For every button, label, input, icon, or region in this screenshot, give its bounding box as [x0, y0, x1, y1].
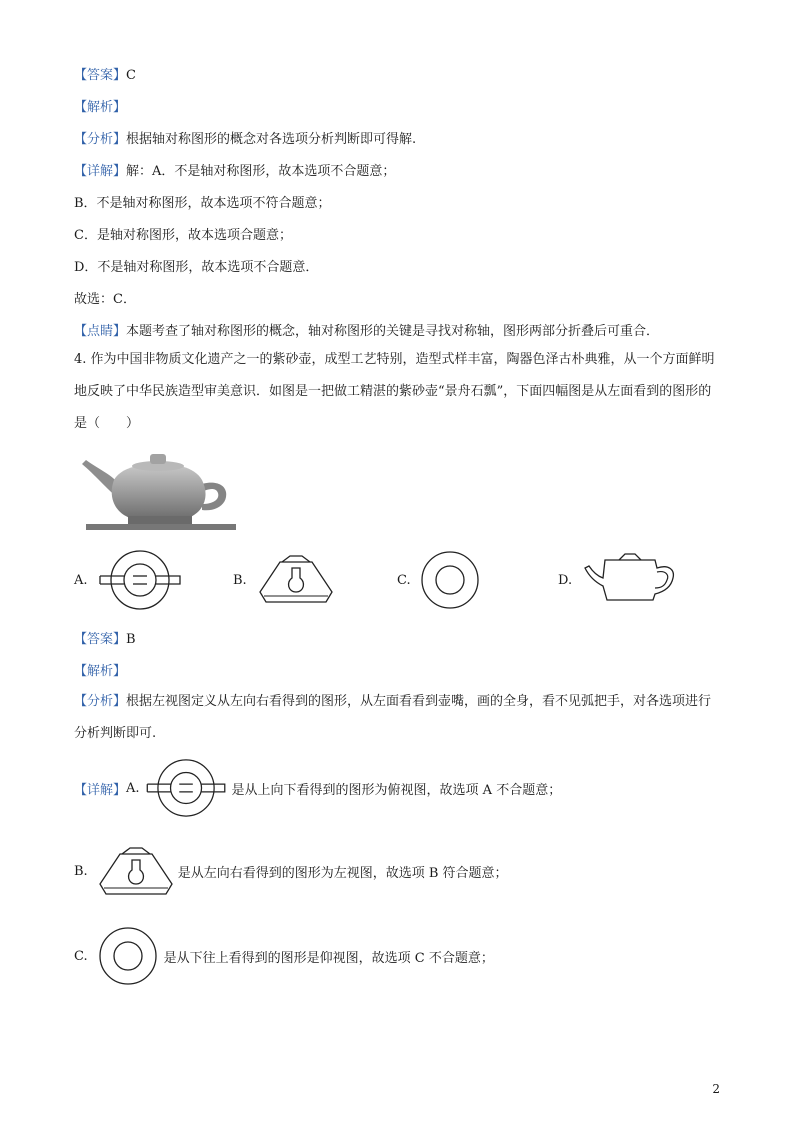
- option-d-label: D.: [558, 573, 573, 588]
- answer-line: [74, 66, 136, 86]
- detail-c-label: C.: [74, 948, 88, 964]
- question-4-text: 4. 作为中国非物质文化遗产之一的紫砂壶，成型工艺特别，造型式样丰富，陶器色泽古朴典雅，从一个方面鲜明地反映了中华民族造型审美意识．如图是一把做工精湛的紫砂壶“景舟石瓢”，下面四幅图是从左面看到的图形的是（ ）: [74, 352, 715, 431]
- option-c-bottom-view-figure: [418, 550, 482, 610]
- xiangjie-tag: 【详解】: [74, 164, 127, 179]
- teapot-photo: [78, 446, 238, 536]
- detail-a-text: 是从上向下看得到的图形为俯视图，故选项 A 不合题意；: [231, 782, 562, 798]
- detail-b-label: B.: [74, 863, 88, 879]
- page-number: 2: [712, 1082, 720, 1096]
- detail-a-label: A.: [126, 780, 140, 796]
- xiangjie-line-b: B．不是轴对称图形，故本选项不符合题意；: [74, 196, 331, 211]
- answer-value: C: [126, 68, 136, 83]
- answer-4-value: B: [126, 632, 136, 647]
- fenxi-tag: 【分析】: [74, 132, 127, 147]
- analysis-4-tag: 【解析】: [74, 664, 127, 679]
- detail-c-figure: [96, 925, 160, 987]
- fenxi-4-text: 根据左视图定义从左向右看得到的图形，从左面看看到壶嘴，画的全身，看不见弧把手，对各选项进行分析判断即可.: [74, 694, 712, 741]
- fenxi-line: [74, 130, 416, 150]
- option-d-front-view-figure: [583, 548, 677, 604]
- analysis-tag: 【解析】: [74, 100, 127, 115]
- xiangjie-text-a: 解：A．不是轴对称图形，故本选项不合题意；: [126, 164, 396, 179]
- dianjing-tag: 【点睛】: [74, 324, 127, 339]
- detail-b-figure: [96, 840, 176, 902]
- detail-row-b: [74, 836, 508, 906]
- dianjing-line: [74, 322, 659, 342]
- option-a-label: A.: [74, 573, 88, 588]
- detail-row-a: [74, 756, 561, 820]
- fenxi-4-tag: 【分析】: [74, 694, 127, 709]
- option-c-label: C.: [397, 573, 411, 588]
- option-b-left-view-figure: [256, 550, 336, 608]
- fenxi-4-block: [74, 686, 724, 750]
- answer-4-tag: 【答案】: [74, 632, 127, 647]
- answer-tag: 【答案】: [74, 68, 127, 83]
- xiangjie-line-d: D．不是轴对称图形，故本选项不合题意．: [74, 260, 319, 275]
- dianjing-text: 本题考查了轴对称图形的概念，轴对称图形的关键是寻找对称轴，图形两部分折叠后可重合．: [126, 324, 660, 339]
- detail-c-text: 是从下往上看得到的图形是仰视图，故选项 C 不合题意；: [163, 950, 494, 966]
- xiangjie-line-a: [74, 162, 395, 182]
- answer-4-line: [74, 630, 136, 650]
- option-a-top-view-figure: [98, 548, 184, 612]
- option-b-label: B.: [233, 573, 247, 588]
- detail-a-figure: [144, 757, 230, 819]
- detail-tag: 【详解】: [74, 782, 127, 798]
- detail-row-c: [74, 924, 494, 988]
- xiangjie-line-c: C．是轴对称图形，故本选项合题意；: [74, 228, 292, 243]
- detail-b-text: 是从左向右看得到的图形为左视图，故选项 B 符合题意；: [177, 865, 508, 881]
- choose-line: 故选：C．: [74, 292, 136, 307]
- fenxi-text: 根据轴对称图形的概念对各选项分析判断即可得解.: [126, 132, 417, 147]
